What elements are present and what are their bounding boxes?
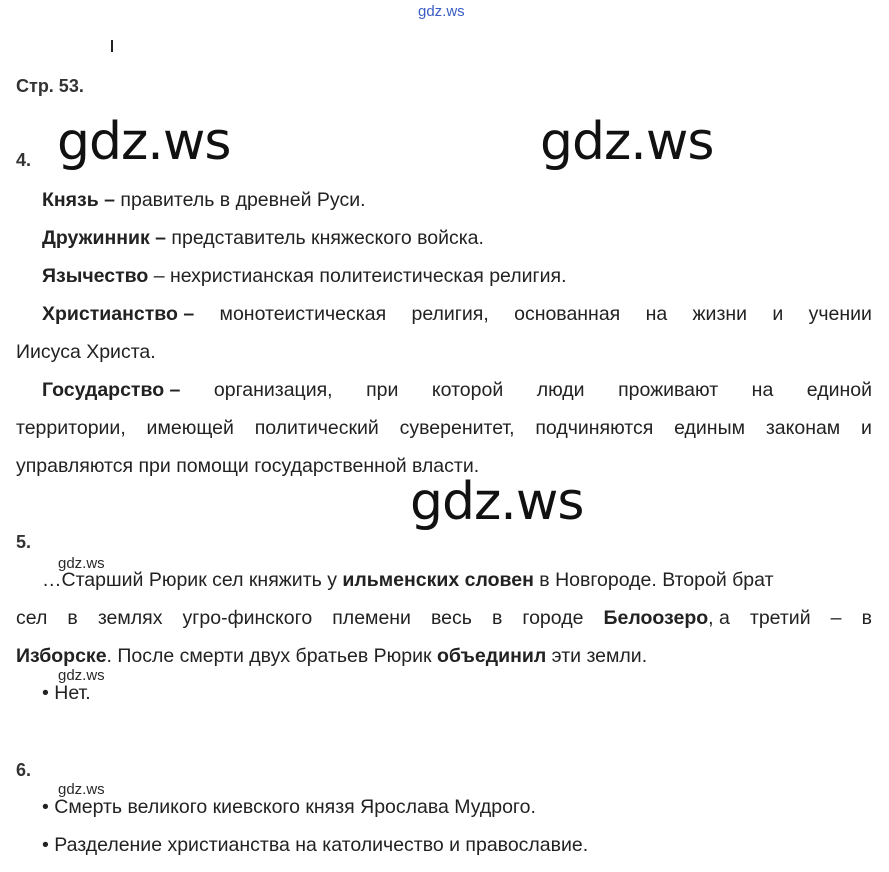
watermark-small-2: gdz.ws [58, 667, 105, 684]
word: суверенитет, [399, 417, 515, 439]
task-5-paragraph-line2 [16, 599, 872, 637]
bold-text: Изборске [16, 645, 107, 667]
page-reference: Стр. 53. [16, 76, 84, 96]
term: Князь – [42, 189, 116, 211]
task-5-number: 5. [16, 532, 32, 552]
word: жизни [692, 303, 748, 325]
text: …Старший Рюрик сел княжить у [42, 569, 343, 591]
definition-state-line3: управляются при помощи государственной власти. [16, 455, 480, 477]
task-5-answer: • Нет. [42, 682, 91, 704]
word: угро-финского [182, 607, 313, 629]
definition-christianity [42, 295, 872, 333]
term: Язычество [42, 265, 149, 287]
word: имеющей [146, 417, 234, 439]
definition-prince [42, 181, 366, 219]
word: подчиняются [535, 417, 654, 439]
word: религия, [411, 303, 489, 325]
word: на [751, 379, 774, 401]
watermark-big-3: gdz.ws [410, 472, 584, 532]
definition-paganism [42, 257, 567, 295]
definition-druzhinnik [42, 219, 484, 257]
bold-text: Белоозеро [603, 607, 709, 629]
word: землях [97, 607, 163, 629]
word: монотеистическая [219, 303, 387, 325]
word: в [67, 607, 78, 629]
word: учении [808, 303, 872, 325]
definition-text: – нехристианская политеистическая религия. [148, 265, 567, 287]
task-6-item-2: • Разделение христианства на католичество и православие. [42, 834, 589, 856]
definition-christianity-cont: Иисуса Христа. [16, 341, 156, 363]
definition-text: правитель в древней Руси. [115, 189, 366, 211]
task-6-item-1: • Смерть великого киевского князя Ярослава Мудрого. [42, 796, 536, 818]
word: единой [806, 379, 872, 401]
word: при [366, 379, 399, 401]
definition-state-line2 [16, 409, 872, 447]
word: которой [431, 379, 504, 401]
word: – [830, 607, 842, 629]
word: племени [332, 607, 411, 629]
word: законам [765, 417, 841, 439]
watermark-small-1: gdz.ws [58, 555, 105, 572]
word: основанная [514, 303, 621, 325]
watermark-big-1: gdz.ws [57, 112, 231, 172]
task-6-number: 6. [16, 760, 32, 780]
watermark-small-3: gdz.ws [58, 781, 105, 798]
word: и [861, 417, 872, 439]
watermark-top: gdz.ws [418, 3, 465, 20]
word: , а [708, 607, 730, 629]
word: на [645, 303, 668, 325]
task-4-number: 4. [16, 150, 32, 170]
word: единым [674, 417, 746, 439]
text: эти земли. [546, 645, 648, 667]
word: люди [536, 379, 585, 401]
task-5-paragraph-line3 [16, 637, 647, 675]
word: организация, [213, 379, 333, 401]
word: весь [431, 607, 472, 629]
definition-text: представитель княжеского войска. [166, 227, 484, 249]
word: политический [254, 417, 379, 439]
word: городе [522, 607, 584, 629]
stray-mark [111, 40, 113, 52]
word: в [491, 607, 503, 629]
watermark-big-2: gdz.ws [540, 112, 714, 172]
word-group [603, 599, 729, 637]
word: третий [749, 607, 811, 629]
term: Дружинник – [42, 227, 167, 249]
text: . После смерти двух братьев Рюрик [106, 645, 437, 667]
term: Христианство – [42, 303, 195, 325]
bold-text: ильменских словен [342, 569, 534, 591]
text: в Новгороде. Второй брат [533, 569, 774, 591]
bold-text: объединил [436, 645, 547, 667]
definition-state [42, 371, 872, 409]
word: и [772, 303, 784, 325]
word: территории, [16, 417, 126, 439]
word: в [861, 607, 872, 629]
word: проживают [618, 379, 719, 401]
word: сел [16, 607, 48, 629]
term: Государство – [42, 379, 181, 401]
task-5-paragraph-line1 [42, 561, 774, 599]
